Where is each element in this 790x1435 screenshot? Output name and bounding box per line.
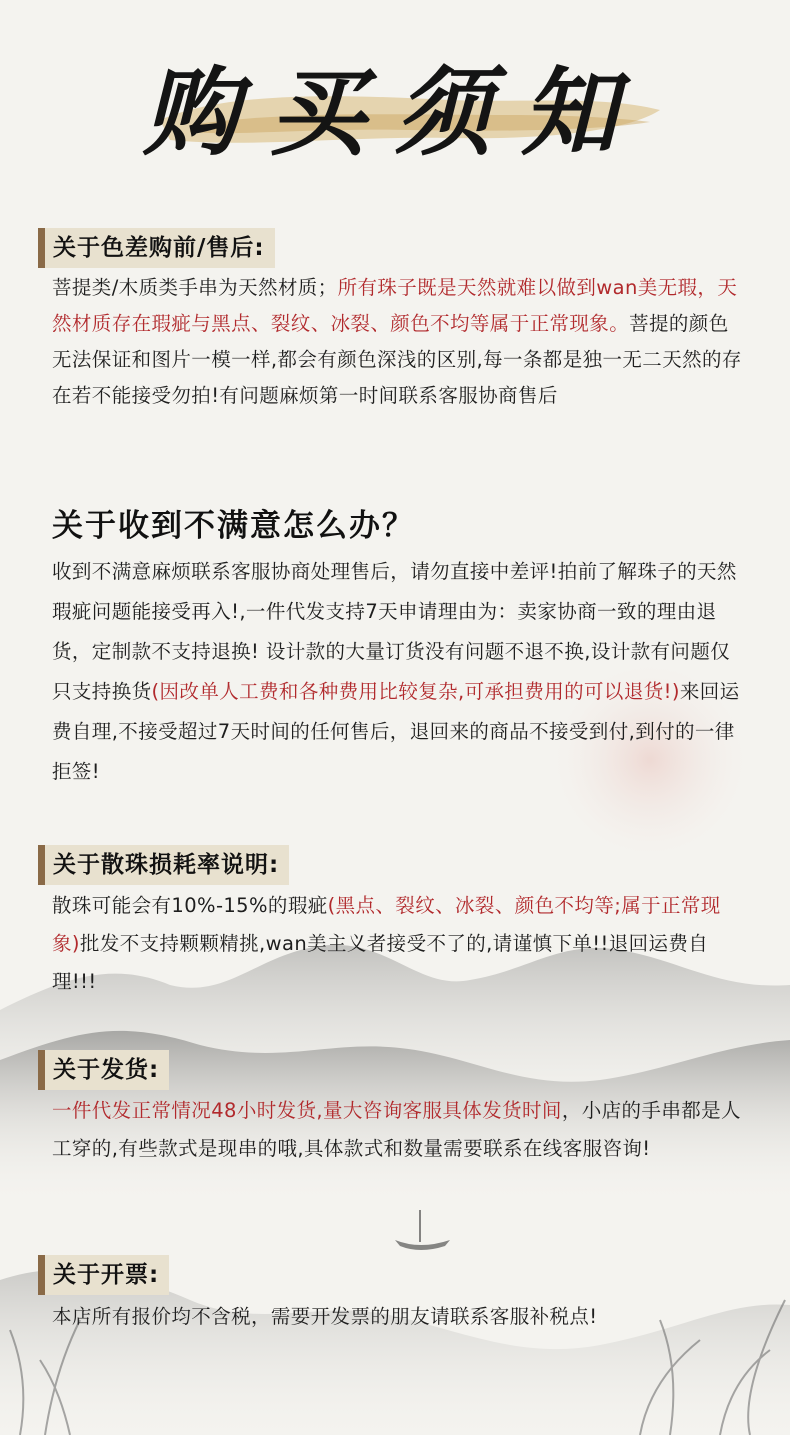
body-text: 菩提类/木质类手串为天然材质； [52,276,338,299]
highlight-text: 一件代发正常情况48小时发货,量大咨询客服具体发货时间 [52,1099,562,1122]
section-heading: 关于收到不满意怎么办？ [52,508,415,544]
page-title: 购买须知 [143,56,647,169]
body-text: 菩提的颜色无法保证和图片一模一样,都会有颜色深浅的区别,每一条都是独一无二天然的存在若不能接受勿拍!有问题麻烦第一时间联系客服协商售后 [52,312,742,407]
section-heading: 关于发货: [38,1050,169,1090]
section-body [52,1299,742,1335]
section-heading: 关于散珠损耗率说明: [38,845,289,885]
body-text: 批发不支持颗颗精挑,wan美主义者接受不了的,请谨慎下单!!退回运费自理!!! [52,932,709,993]
body-text: ，小店的手串都是人工穿的,有些款式是现串的哦,具体款式和数量需要联系在线客服咨询! [52,1099,741,1160]
body-text: 来回运费自理,不接受超过7天时间的任何售后，退回来的商品不接受到付,到付的一律拒签! [52,680,740,783]
body-text: 收到不满意麻烦联系客服协商处理售后，请勿直接中差评!拍前了解珠子的天然瑕疵问题能接受再入!,一件代发支持7天申请理由为：卖家协商一致的理由退货，定制款不支持退换! 设计款的大量订货没有问题不退不换,设计款有问题仅只支持换货 [52,560,737,703]
body-text: 本店所有报价均不含税，需要开发票的朋友请联系客服补税点! [52,1305,598,1328]
section-body [52,552,742,792]
highlight-text: (因改单人工费和各种费用比较复杂,可承担费用的可以退货!) [151,680,680,703]
highlight-text: (黑点、裂纹、冰裂、颜色不均等;属于正常现象) [52,894,721,955]
section-heading: 关于开票: [38,1255,169,1295]
boat-icon [395,1240,450,1250]
highlight-text: 所有珠子既是天然就难以做到wan美无瑕，天然材质存在瑕疵与黑点、裂纹、冰裂、颜色不均等属于正常现象。 [52,276,738,335]
section-body [52,1092,742,1168]
section-body [52,270,742,414]
body-text: 散珠可能会有10%-15%的瑕疵 [52,894,328,917]
title-area [0,40,790,170]
section-body [52,887,742,1001]
section-heading: 关于色差购前/售后: [38,228,275,268]
